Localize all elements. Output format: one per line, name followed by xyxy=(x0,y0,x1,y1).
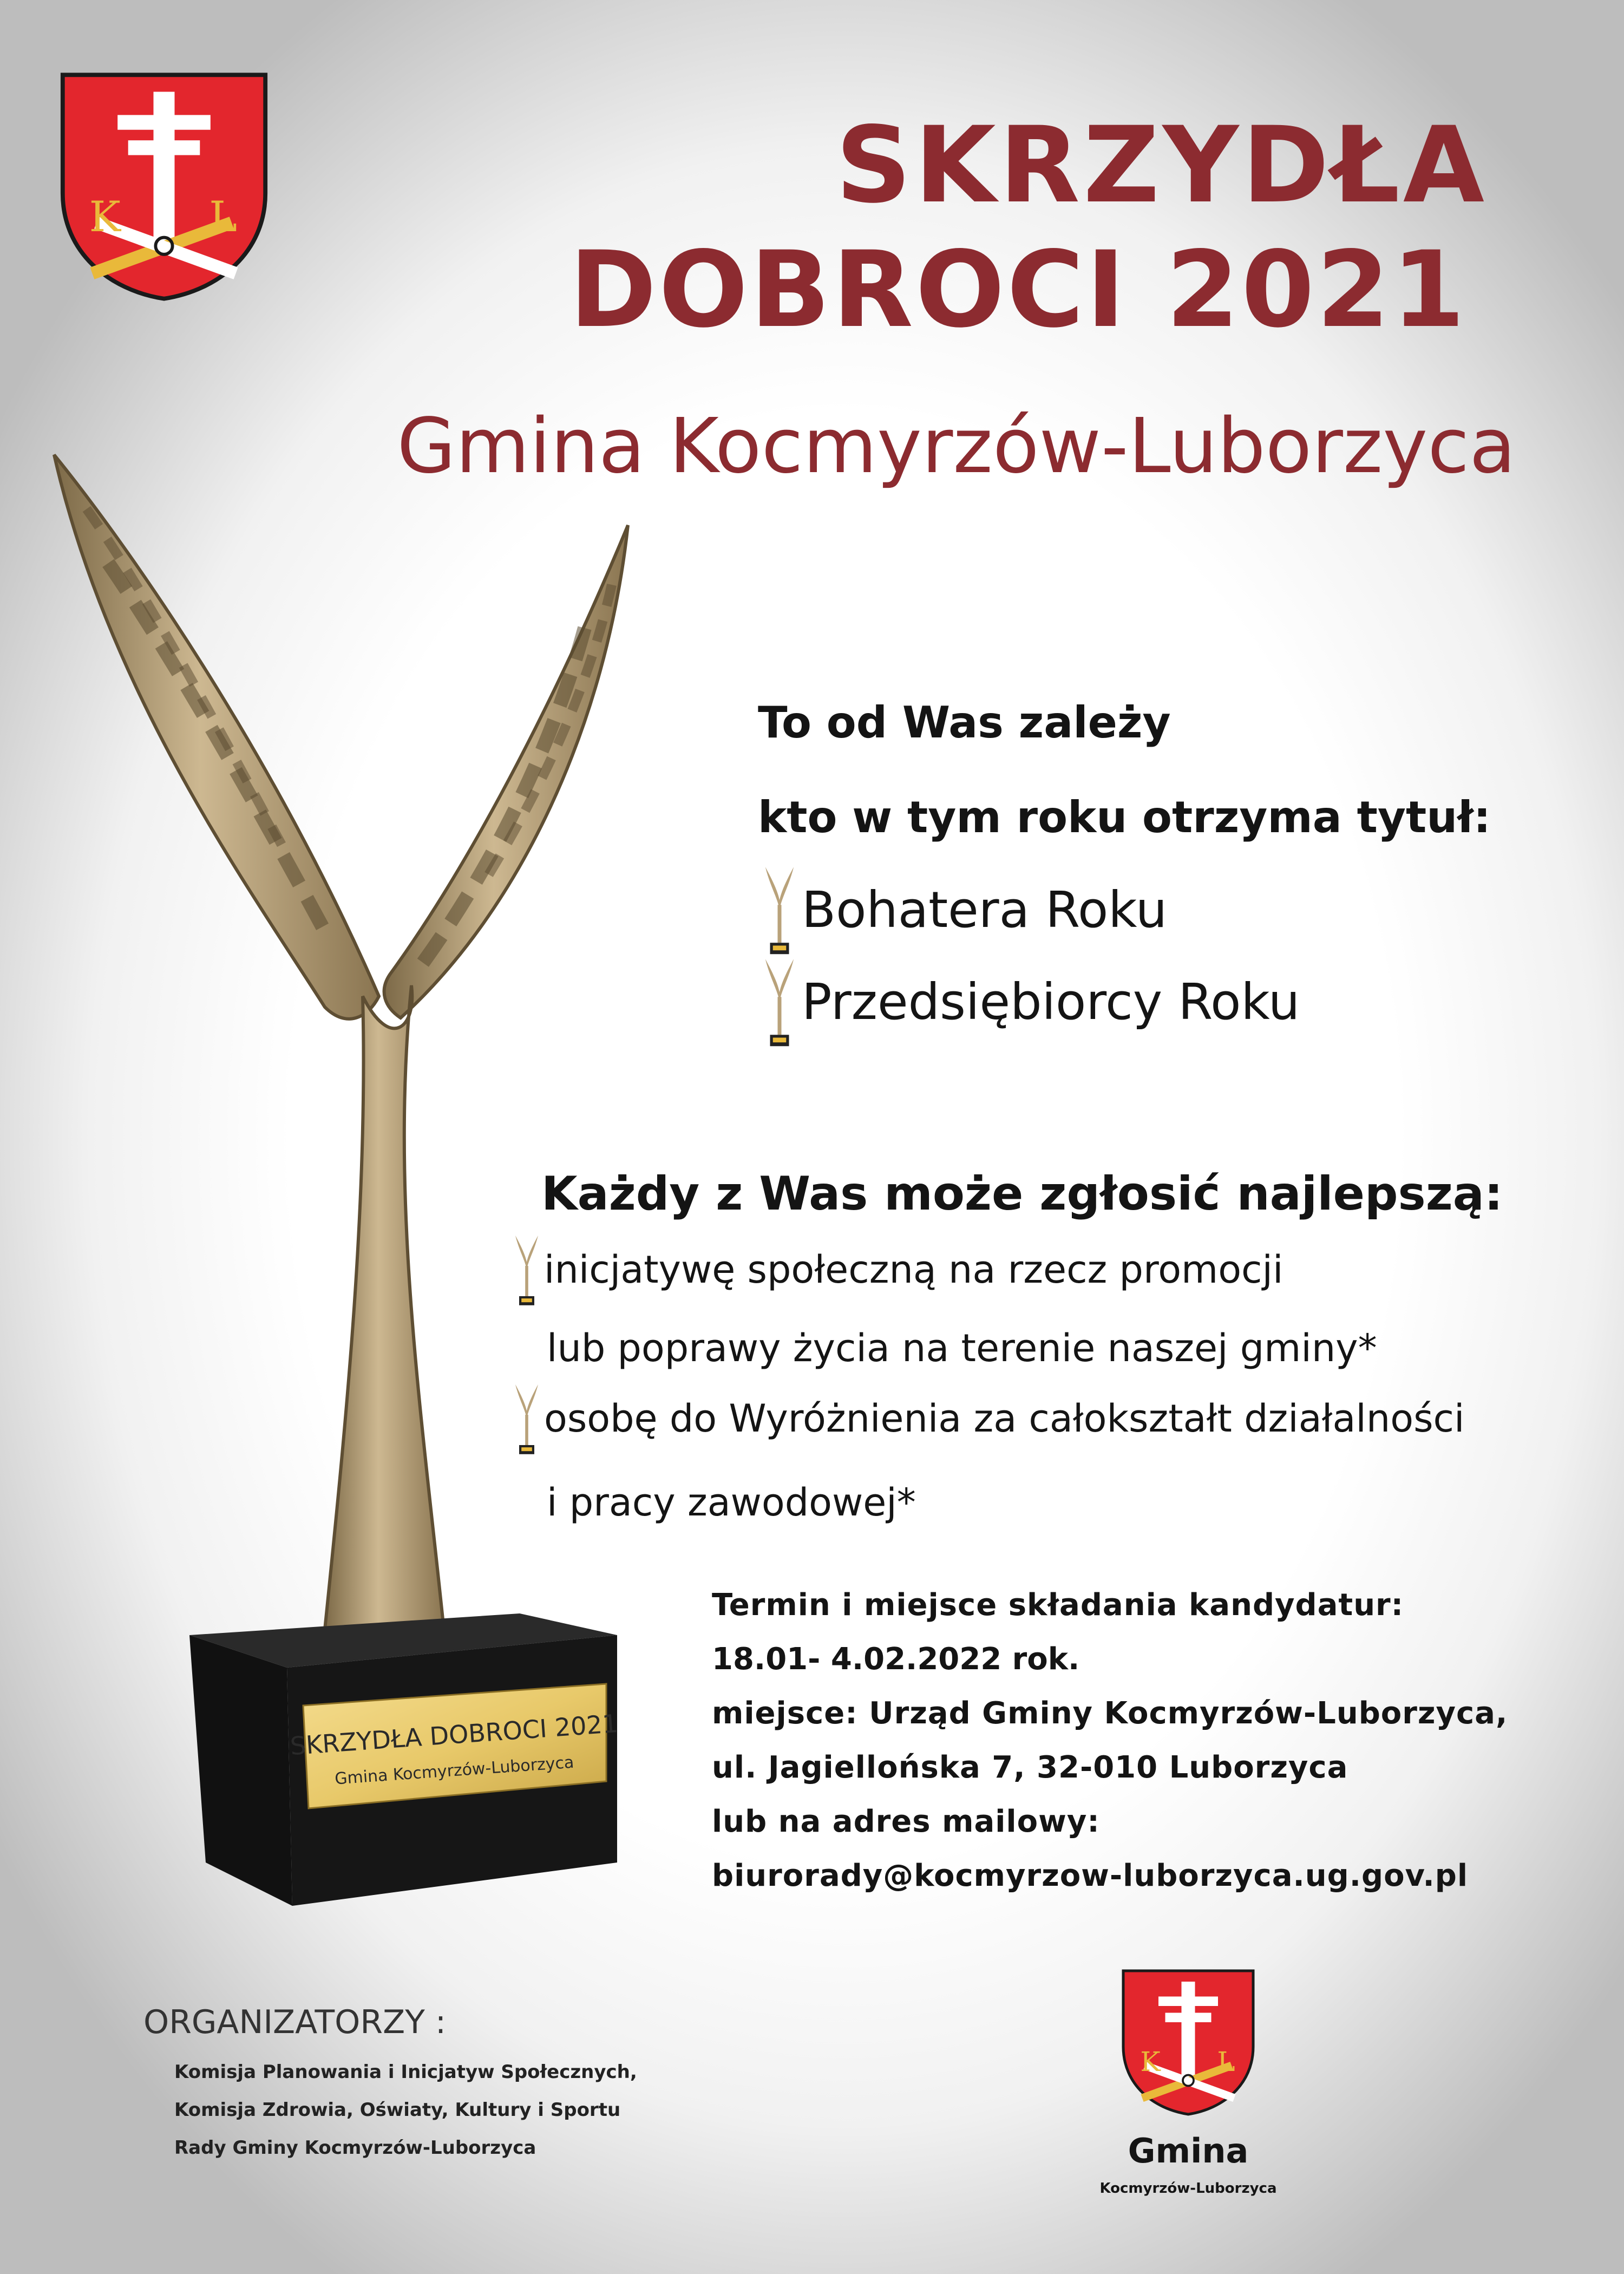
deadline-dates: 18.01- 4.02.2022 rok. xyxy=(712,1642,1080,1677)
nominate-item-1-line-1: inicjatywę społeczną na rzecz promocji xyxy=(544,1247,1284,1292)
title-item-label: Bohatera Roku xyxy=(802,880,1168,939)
trophy-plate-line-1: SKRZYDŁA DOBROCI 2021 xyxy=(289,1708,619,1761)
title-item-przedsiebiorca xyxy=(761,953,1300,1050)
mini-trophy-icon xyxy=(512,1229,542,1310)
title-item-bohater xyxy=(761,861,1167,958)
intro-line-2: kto w tym roku otrzyma tytuł: xyxy=(758,792,1491,842)
footer-logo-name: Gmina xyxy=(1128,2131,1249,2171)
deadline-address: ul. Jagiellońska 7, 32-010 Luborzyca xyxy=(712,1750,1348,1785)
footer-logo-subname: Kocmyrzów-Luborzyca xyxy=(1099,2180,1277,2197)
title-line-2: DOBROCI 2021 xyxy=(569,228,1467,351)
trophy-plate-line-2: Gmina Kocmyrzów-Luborzyca xyxy=(334,1753,575,1789)
organizer-line: Komisja Zdrowia, Oświaty, Kultury i Sportu xyxy=(174,2099,621,2121)
mini-trophy-icon xyxy=(761,861,798,958)
organizer-line: Komisja Planowania i Inicjatyw Społecznych, xyxy=(174,2061,637,2083)
intro-line-1: To od Was zależy xyxy=(758,697,1171,748)
nominate-item-2-line-2: i pracy zawodowej* xyxy=(547,1480,916,1525)
organizer-line: Rady Gminy Kocmyrzów-Luborzyca xyxy=(174,2137,536,2159)
mini-trophy-icon xyxy=(761,953,798,1050)
mini-trophy-icon xyxy=(512,1378,542,1459)
crest-letter-k: K xyxy=(89,192,121,241)
title-item-label: Przedsiębiorcy Roku xyxy=(802,972,1300,1031)
title-line-1: SKRZYDŁA xyxy=(835,104,1488,226)
deadline-heading: Termin i miejsce składania kandydatur: xyxy=(712,1587,1404,1623)
subtitle: Gmina Kocmyrzów-Luborzyca xyxy=(397,402,1516,491)
crest-letter-l: L xyxy=(209,192,238,241)
nominate-heading: Każdy z Was może zgłosić najlepszą: xyxy=(541,1167,1503,1221)
organizers-heading: ORGANIZATORZY : xyxy=(143,2003,447,2041)
deadline-place: miejsce: Urząd Gminy Kocmyrzów-Luborzyca, xyxy=(712,1696,1508,1731)
crest-letter-k: K xyxy=(1140,2046,1161,2077)
nominate-item-2-line-1: osobę do Wyróżnienia za całokształt działalności xyxy=(544,1396,1465,1441)
crest-letter-l: L xyxy=(1217,2046,1235,2077)
nominate-item-1-line-2: lub poprawy życia na terenie naszej gminy* xyxy=(547,1326,1377,1370)
deadline-email: biurorady@kocmyrzow-luborzyca.ug.gov.pl xyxy=(712,1858,1469,1893)
crest-top-left xyxy=(58,70,270,303)
crest-bottom-right xyxy=(1121,1968,1256,2117)
nominate-item-1 xyxy=(512,1229,1283,1310)
nominate-item-2 xyxy=(512,1378,1464,1459)
deadline-mail-label: lub na adres mailowy: xyxy=(712,1804,1100,1839)
